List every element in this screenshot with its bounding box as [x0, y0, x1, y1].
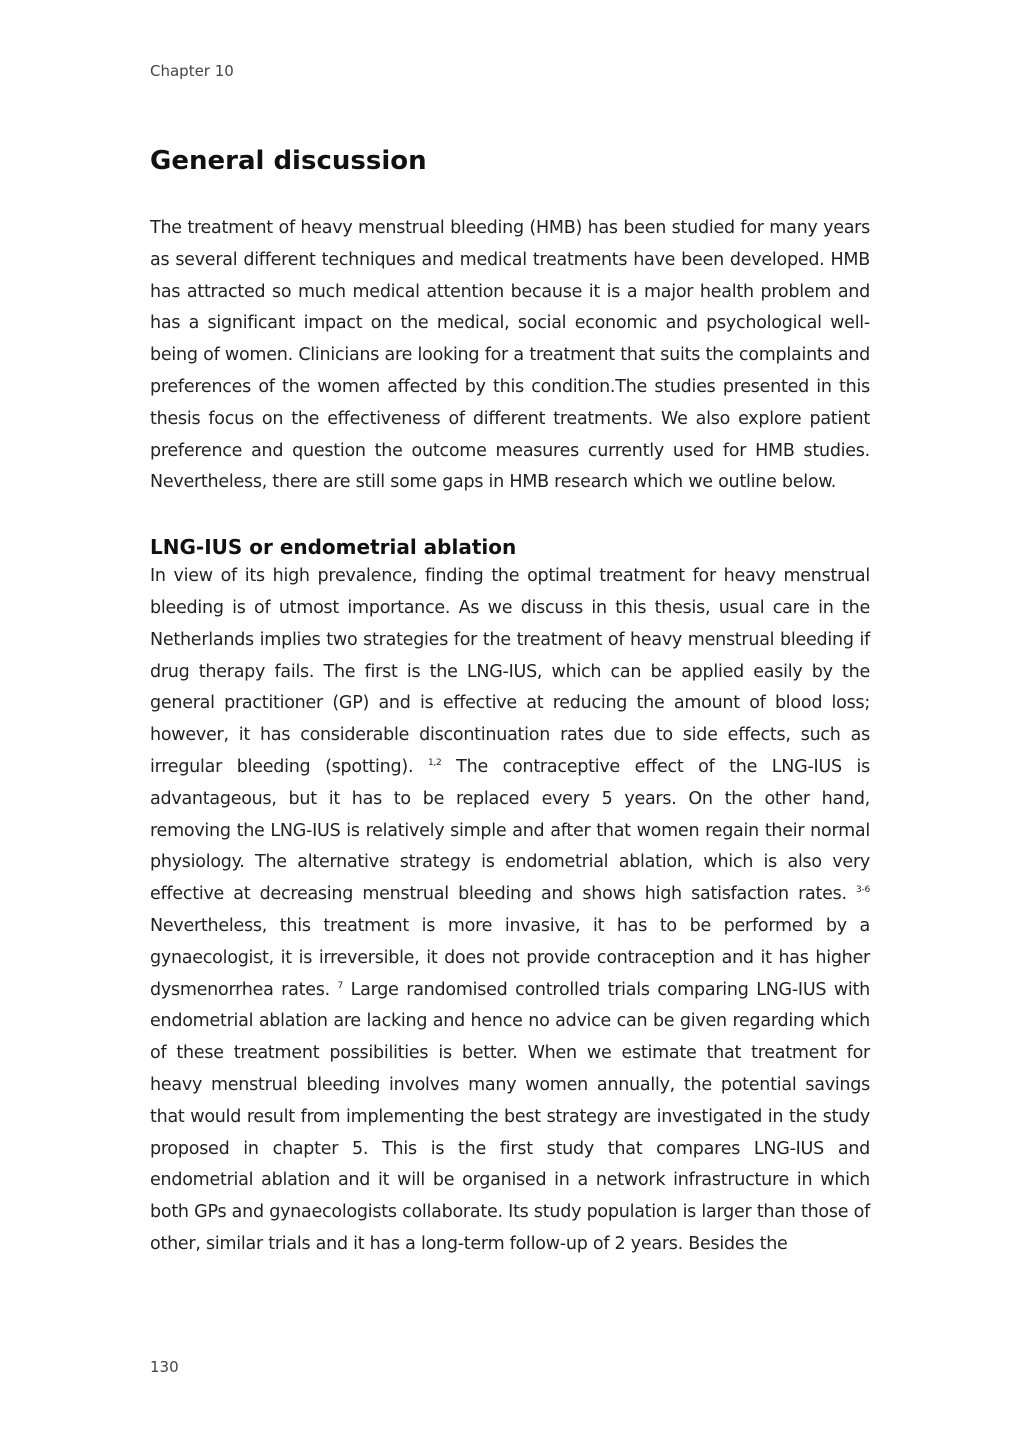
body-text-segment: In view of its high prevalence, finding the optimal treatment for heavy menstrual bleeding is of utmost importance. As we discuss in this thesis, usual care in the Netherlands implies two strategies for the treatment of heavy menstrual bleeding if drug therapy fails. The first is the LNG-IUS, which can be applied easily by the general practitioner (GP) and is effective at reducing the amount of blood loss; however, it has considerable discontinuation rates due to side effects, such as irregular bleeding (spotting).: [150, 566, 870, 777]
subsection-paragraph: [150, 561, 870, 1261]
body-text-segment: Nevertheless, this treatment is more invasive, it has to be performed by a gynaecologist, it is irreversible, it does not provide contraception and it has higher dysmenorrhea rates.: [150, 915, 870, 1000]
page-body: [150, 143, 870, 1261]
page-number: 130: [150, 1358, 179, 1376]
body-text-segment: Large randomised controlled trials comparing LNG-IUS with endometrial ablation are lacking and hence no advice can be given regarding which of these treatment possibilities is better. When we estimate that treatment for heavy menstrual bleeding involves many women annually, the potential savings that would result from implementing the best strategy are investigated in the study proposed in chapter 5. This is the first study that compares LNG-IUS and endometrial ablation and it will be organised in a network infrastructure in which both GPs and gynaecologists collaborate. Its study population is larger than those of other, similar trials and it has a long-term follow-up of 2 years. Besides the: [150, 979, 870, 1254]
subsection-heading: LNG-IUS or endometrial ablation: [150, 535, 517, 560]
citation-reference: 3-6: [856, 885, 870, 896]
running-header-chapter: Chapter 10: [150, 62, 234, 80]
body-text-segment: The contraceptive effect of the LNG-IUS is advantageous, but it has to be replaced every 5 years. On the other hand, removing the LNG-IUS is relatively simple and after that women regain their normal physiology. The alternative strategy is endometrial ablation, which is also very effective at decreasing menstrual bleeding and shows high satisfaction rates.: [150, 756, 870, 905]
intro-paragraph: The treatment of heavy menstrual bleeding (HMB) has been studied for many years as several different techniques and medical treatments have been developed. HMB has attracted so much medical attention because it is a major health problem and has a significant impact on the medical, social economic and psychological well-being of women. Clinicians are looking for a treatment that suits the complaints and preferences of the women affected by this condition.The studies presented in this thesis focus on the effectiveness of different treatments. We also explore patient preference and question the outcome measures currently used for HMB studies. Nevertheless, there are still some gaps in HMB research which we outline below.: [150, 218, 870, 493]
section-title: General discussion: [150, 146, 427, 176]
citation-reference: 7: [337, 980, 344, 991]
citation-reference: 1,2: [427, 757, 442, 768]
